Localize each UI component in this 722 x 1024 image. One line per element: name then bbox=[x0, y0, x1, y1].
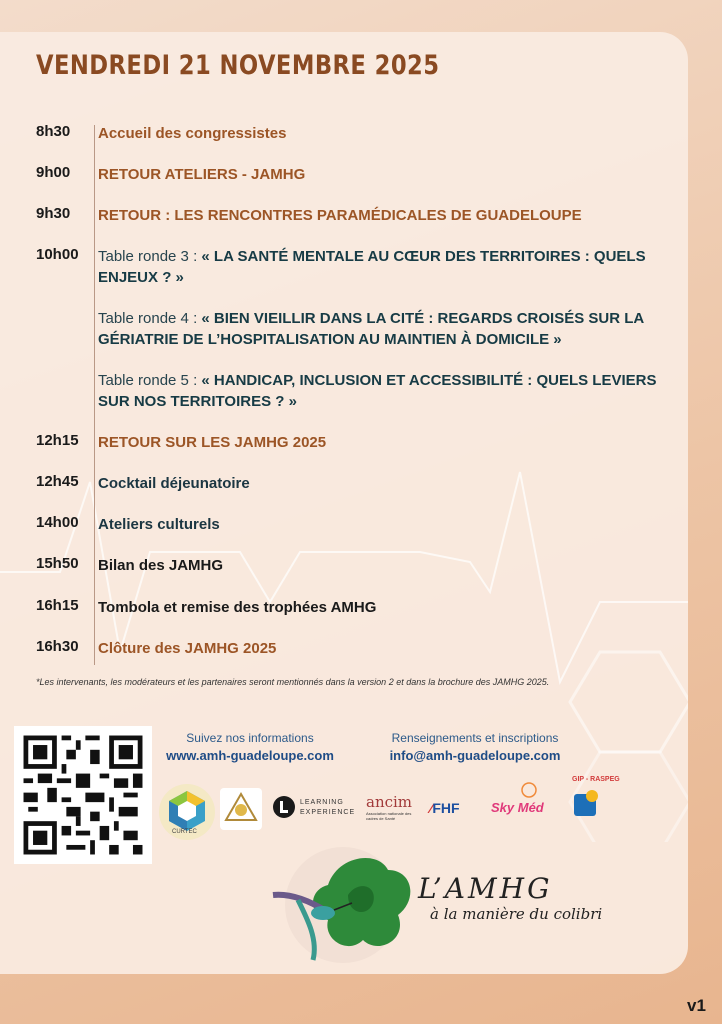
schedule-time: 16h15 bbox=[36, 597, 79, 614]
schedule-time: 15h50 bbox=[36, 555, 79, 572]
skymed-logo bbox=[491, 780, 563, 820]
schedule-time: 16h30 bbox=[36, 638, 79, 655]
hummingbird-hibiscus-icon bbox=[268, 845, 418, 975]
qr-code[interactable] bbox=[14, 726, 152, 864]
website-link[interactable]: www.amh-guadeloupe.com bbox=[166, 748, 334, 763]
gip-raspeg-logo bbox=[572, 776, 622, 836]
tagline-title: L’AMHG bbox=[418, 872, 553, 905]
schedule-time: 9h00 bbox=[36, 164, 71, 181]
schedule-prefix: Table ronde 4 : bbox=[98, 310, 202, 327]
curtec-label: CURTEC bbox=[172, 829, 197, 835]
schedule-text: RETOUR : LES RENCONTRES PARAMÉDICALES DE GUADELOUPE bbox=[98, 207, 582, 224]
ancim-label: ancim bbox=[366, 793, 413, 811]
contact-block bbox=[375, 731, 575, 763]
schedule-time: 12h45 bbox=[36, 473, 79, 490]
tagline bbox=[418, 872, 602, 923]
schedule-time: 9h30 bbox=[36, 205, 71, 222]
fhf-icon: ⁄ bbox=[430, 800, 433, 816]
contact-label: Renseignements et inscriptions bbox=[391, 731, 559, 745]
schedule-prefix: Table ronde 5 : bbox=[98, 372, 202, 389]
learning-experience-logo bbox=[272, 795, 367, 823]
schedule-text: Tombola et remise des trophées AMHG bbox=[98, 599, 377, 616]
schedule-text bbox=[98, 308, 676, 350]
learning-experience-icon bbox=[272, 795, 296, 819]
schedule-time: 10h00 bbox=[36, 246, 79, 263]
skymed-label: Sky Méd bbox=[491, 800, 544, 815]
schedule-text: Ateliers culturels bbox=[98, 516, 220, 533]
gip-raspeg-label: GIP - RASPEG bbox=[572, 776, 620, 783]
schedule-prefix: Table ronde 3 : bbox=[98, 248, 202, 265]
fhf-logo bbox=[430, 800, 478, 820]
schedule-title: « LA SANTÉ MENTALE AU CŒUR DES TERRITOIRES : QUELS ENJEUX ? » bbox=[98, 248, 646, 286]
qr-code-icon bbox=[14, 726, 152, 864]
schedule-title: « BIEN VIEILLIR DANS LA CITÉ : REGARDS CROISÉS SUR LA GÉRIATRIE DE L’HOSPITALISATION AU MAINTIEN À DOMICILE » bbox=[98, 310, 644, 348]
schedule-text bbox=[98, 370, 676, 412]
page-title: VENDREDI 21 NOVEMBRE 2025 bbox=[36, 50, 440, 81]
fhf-label: FHF bbox=[432, 800, 460, 816]
schedule-text: Bilan des JAMHG bbox=[98, 557, 224, 574]
footnote: *Les intervenants, les modérateurs et les partenaires seront mentionnés dans la version 2 et dans la brochure des JAMHG 2025. bbox=[36, 677, 550, 687]
schedule-time: 12h15 bbox=[36, 432, 79, 449]
version-label: v1 bbox=[687, 996, 706, 1015]
follow-block bbox=[155, 731, 345, 763]
gip-raspeg-icon bbox=[572, 788, 612, 822]
ancim-sub: Association nationale des cadres de Santé bbox=[366, 811, 412, 821]
schedule-text bbox=[98, 246, 676, 288]
email-link[interactable]: info@amh-guadeloupe.com bbox=[389, 748, 561, 763]
hummingbird-illustration bbox=[268, 845, 418, 975]
schedule-text: Clôture des JAMHG 2025 bbox=[98, 640, 277, 657]
follow-label: Suivez nos informations bbox=[186, 731, 314, 745]
schedule-text: RETOUR SUR LES JAMHG 2025 bbox=[98, 434, 327, 451]
schedule-time: 8h30 bbox=[36, 123, 71, 140]
triangle-emblem-icon bbox=[220, 788, 262, 830]
association-logo bbox=[220, 788, 262, 830]
schedule-text: RETOUR ATELIERS - JAMHG bbox=[98, 166, 306, 183]
schedule-text: Cocktail déjeunatoire bbox=[98, 475, 250, 492]
schedule-text: Accueil des congressistes bbox=[98, 125, 287, 142]
ancim-logo bbox=[366, 793, 414, 823]
schedule-title: « HANDICAP, INCLUSION ET ACCESSIBILITÉ : QUELS LEVIERS SUR NOS TERRITOIRES ? » bbox=[98, 372, 657, 410]
curtec-logo bbox=[158, 783, 216, 841]
schedule-time: 14h00 bbox=[36, 514, 79, 531]
learning-experience-label: LEARNING EXPERIENCE bbox=[300, 799, 356, 816]
skymed-sun-icon bbox=[519, 780, 539, 800]
tagline-subtitle: à la manière du colibri bbox=[430, 905, 603, 923]
